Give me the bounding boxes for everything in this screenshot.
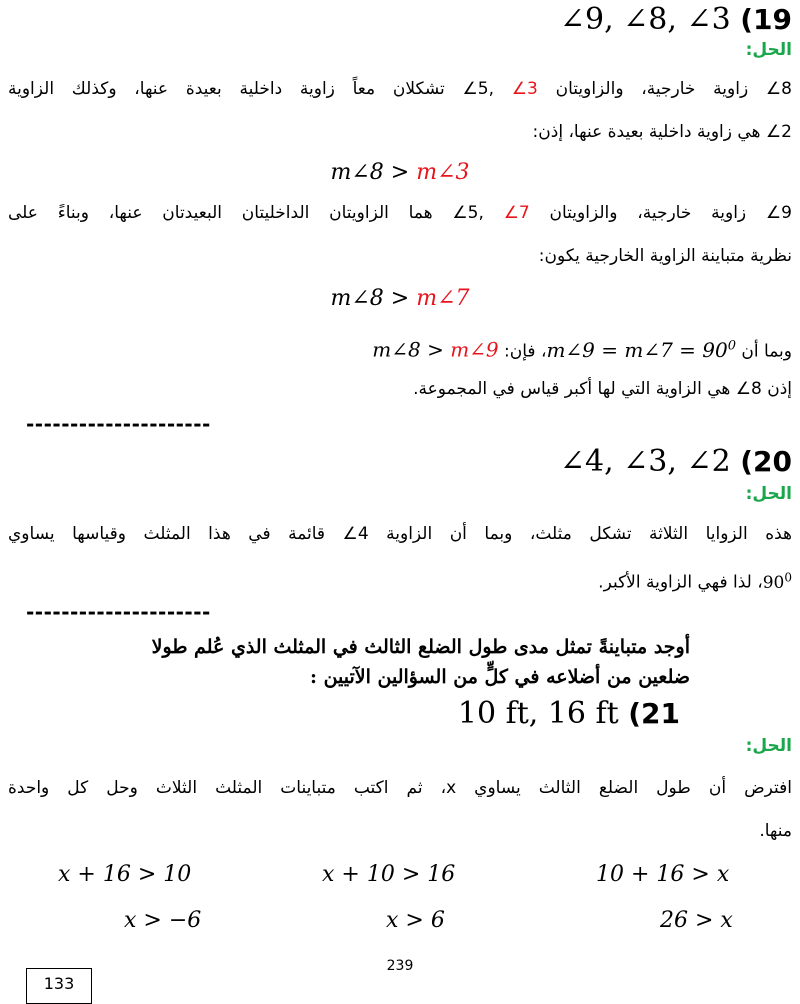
q19-number: (19 (740, 3, 792, 36)
separator-1: --------------------- (26, 412, 211, 436)
separator-2: --------------------- (26, 600, 211, 624)
q19-line2: 2∠ هي زاوية داخلية بعيدة عنها، إذن: (532, 122, 792, 142)
q19-line1: 8∠ زاوية خارجية، والزاويتان 3∠ ,5∠ تشكلان معاً زاوية داخلية بعيدة عنها، وكذلك الزاوية (8, 79, 792, 99)
q20-solution-label: الحل: (745, 484, 792, 504)
q19-line3-red: 7∠ (503, 203, 530, 223)
q20-header (560, 444, 792, 479)
q21-line1: افترض أن طول الضلع الثالث يساوي x، ثم اكتب متباينات المثلث الثلاث وحل كل واحدة (8, 778, 792, 798)
q19-header (560, 2, 792, 37)
q20-number: (20 (740, 445, 792, 478)
ineq-r2-c2: x > 6 (386, 908, 445, 933)
page-number: 239 (386, 958, 414, 974)
ineq-r1-c1: x + 16 > 10 (58, 862, 192, 887)
page-box-number: 133 (26, 968, 92, 1004)
q19-line3: 9∠ زاوية خارجية، والزاويتان 7∠ ,5∠ هما الزاويتان الداخليتان البعيدتان عنها، وبناءً على (8, 203, 792, 223)
q19-line1-red: 3∠ (511, 79, 538, 99)
q21-sides: 10 ft, 16 ft (457, 696, 619, 731)
q19-solution-label: الحل: (745, 40, 792, 60)
ineq-r1-c3: 10 + 16 > x (596, 862, 730, 887)
q21-line2: منها. (759, 821, 792, 841)
q19-line4: نظرية متباينة الزاوية الخارجية يكون: (538, 246, 792, 266)
q21-header (458, 696, 680, 731)
q19-line6: إذن 8∠ هي الزاوية التي لها أكبر قياس في المجموعة. (413, 379, 792, 399)
ineq-r2-c1: x > −6 (124, 908, 202, 933)
ineq-r1-c2: x + 10 > 16 (322, 862, 456, 887)
q19-ineq2: m∠8 > m∠7 (330, 286, 470, 311)
ineq-r2-c3: 26 > x (660, 908, 733, 933)
q20-angles: ∠4, ∠3, ∠2 (559, 444, 731, 479)
q20-line1: هذه الزوايا الثلاثة تشكل مثلث، وبما أن الزاوية 4∠ قائمة في هذا المثلث وقياسها يساوي (8, 524, 792, 544)
q21-solution-label: الحل: (745, 736, 792, 756)
instruction-line1: أوجد متباينةً تمثل مدى طول الضلع الثالث في المثلث الذي عُلم طولا (151, 636, 690, 658)
q21-number: (21 (628, 697, 680, 730)
q19-line5: وبما أن m∠9 = m∠7 = $90^0،$ فإن: m∠8 > m∠9 (372, 337, 792, 362)
instruction-line2: ضلعين من أضلاعه في كلٍّ من السؤالين الآتيين : (309, 666, 690, 688)
q19-ineq1: m∠8 > m∠3 (330, 160, 470, 185)
q19-angles: ∠9, ∠8, ∠3 (559, 2, 731, 37)
q20-line2: $90^0،$ لذا فهي الزاوية الأكبر. (598, 570, 792, 593)
